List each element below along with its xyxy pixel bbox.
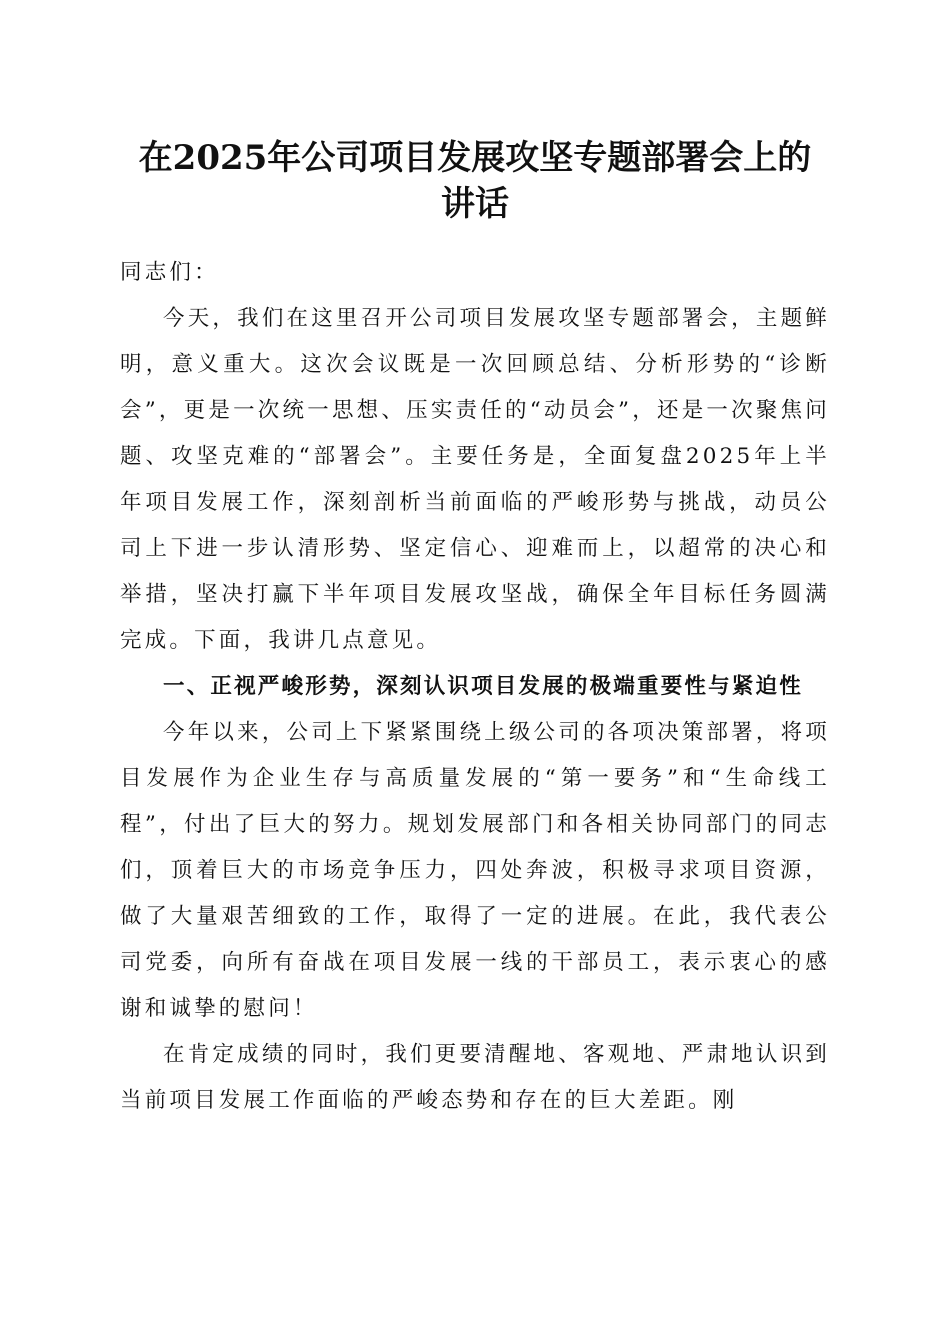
section1-paragraph-2: 在肯定成绩的同时，我们更要清醒地、客观地、严肃地认识到当前项目发展工作面临的严峻态势和存在的巨大差距。刚 (120, 1042, 830, 1113)
section-heading-1: 一、正视严峻形势，深刻认识项目发展的极端重要性与紧迫性 (163, 674, 803, 699)
section1-paragraph-1: 今年以来，公司上下紧紧围绕上级公司的各项决策部署，将项目发展作为企业生存与高质量发展的“第一要务”和“生命线工程”，付出了巨大的努力。规划发展部门和各相关协同部门的同志们，顶着巨大的市场竞争压力，四处奔波，积极寻求项目资源，做了大量艰苦细致的工作，取得了一定的进展。在此，我代表公司党委，向所有奋战在项目发展一线的干部员工，表示衷心的感谢和诚挚的慰问！ (120, 720, 830, 1021)
document-title-line2: 讲话 (441, 184, 509, 224)
document-title-line1: 在2025年公司项目发展攻坚专题部署会上的 (138, 138, 812, 178)
document-body (120, 250, 830, 1124)
greeting: 同志们： (120, 260, 219, 285)
intro-paragraph: 今天，我们在这里召开公司项目发展攻坚专题部署会，主题鲜明，意义重大。这次会议既是一次回顾总结、分析形势的“诊断会”，更是一次统一思想、压实责任的“动员会”，还是一次聚焦问题、攻坚克难的“部署会”。主要任务是，全面复盘2025年上半年项目发展工作，深刻剖析当前面临的严峻形势与挑战，动员公司上下进一步认清形势、坚定信心、迎难而上，以超常的决心和举措，坚决打赢下半年项目发展攻坚战，确保全年目标任务圆满完成。下面，我讲几点意见。 (120, 306, 830, 653)
